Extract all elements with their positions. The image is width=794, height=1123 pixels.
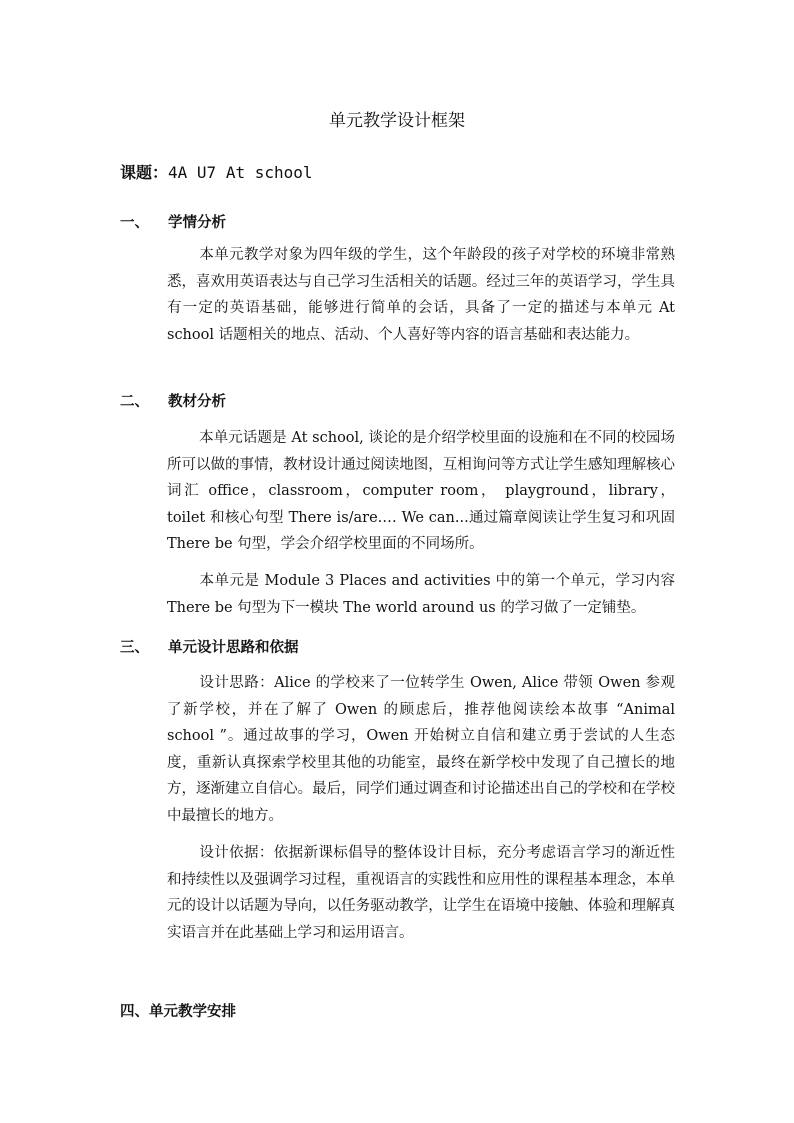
paragraph-learner-analysis xyxy=(167,242,675,348)
section-number: 三、 xyxy=(120,640,149,656)
paragraph-text: 本单元话题是 At school, 谈论的是介绍学校里面的设施和在不同的校园场所可以做的事情，教材设计通过阅读地图，互相询问等方式让学生感知理解核心词汇 office，classroom，computer room， playground，library，toilet 和核心句型 There is/are.… We can...通过篇章阅读让学生复习和巩固 There be 句型，学会介绍学校里面的不同场所。 xyxy=(167,430,675,552)
section-number: 二、 xyxy=(120,394,149,410)
paragraph-design-idea xyxy=(167,670,675,829)
section-heading-3 xyxy=(120,636,299,657)
section-heading-2 xyxy=(120,390,226,411)
topic-label: 课题： xyxy=(120,163,169,182)
section-title: 教材分析 xyxy=(168,394,226,410)
section-title: 学情分析 xyxy=(168,215,226,231)
section-title: 单元设计思路和依据 xyxy=(168,640,299,656)
paragraph-text: 设计思路：Alice 的学校来了一位转学生 Owen, Alice 带领 Owen 参观了新学校，并在了解了 Owen 的顾虑后，推荐他阅读绘本故事 “Animal school ”。通过故事的学习，Owen 开始树立自信和建立勇于尝试的人生态度，重新认真探索学校里其他的功能室，最终在新学校中发现了自己擅长的地方，逐渐建立自信心。最后，同学们通过调查和讨论描述出自己的学校和在学校中最擅长的地方。 xyxy=(167,675,675,824)
paragraph-module-note xyxy=(167,568,675,621)
section-title: 四、单元教学安排 xyxy=(120,1004,236,1020)
paragraph-text: 设计依据：依据新课标倡导的整体设计目标，充分考虑语言学习的渐近性和持续性以及强调学习过程，重视语言的实践性和应用性的课程基本理念，本单元的设计以话题为导向，以任务驱动教学，让学生在语境中接触、体验和理解真实语言并在此基础上学习和运用语言。 xyxy=(167,845,675,941)
paragraph-text: 本单元是 Module 3 Places and activities 中的第一个单元，学习内容 There be 句型为下一模块 The world around us 的学习做了一定铺垫。 xyxy=(167,573,675,616)
section-heading-1 xyxy=(120,211,226,232)
paragraph-text: 本单元教学对象为四年级的学生，这个年龄段的孩子对学校的环境非常熟悉，喜欢用英语表达与自己学习生活相关的话题。经过三年的英语学习，学生具有一定的英语基础，能够进行简单的会话，具备了一定的描述与本单元 At school 话题相关的地点、活动、个人喜好等内容的语言基础和表达能力。 xyxy=(167,247,675,343)
paragraph-material-analysis xyxy=(167,425,675,558)
section-heading-4 xyxy=(120,1000,236,1021)
topic-value: 4A U7 At school xyxy=(168,163,313,182)
topic-line xyxy=(120,160,313,183)
document-title: 单元教学设计框架 xyxy=(329,111,465,131)
section-number: 一、 xyxy=(120,215,149,231)
paragraph-design-basis xyxy=(167,840,675,946)
